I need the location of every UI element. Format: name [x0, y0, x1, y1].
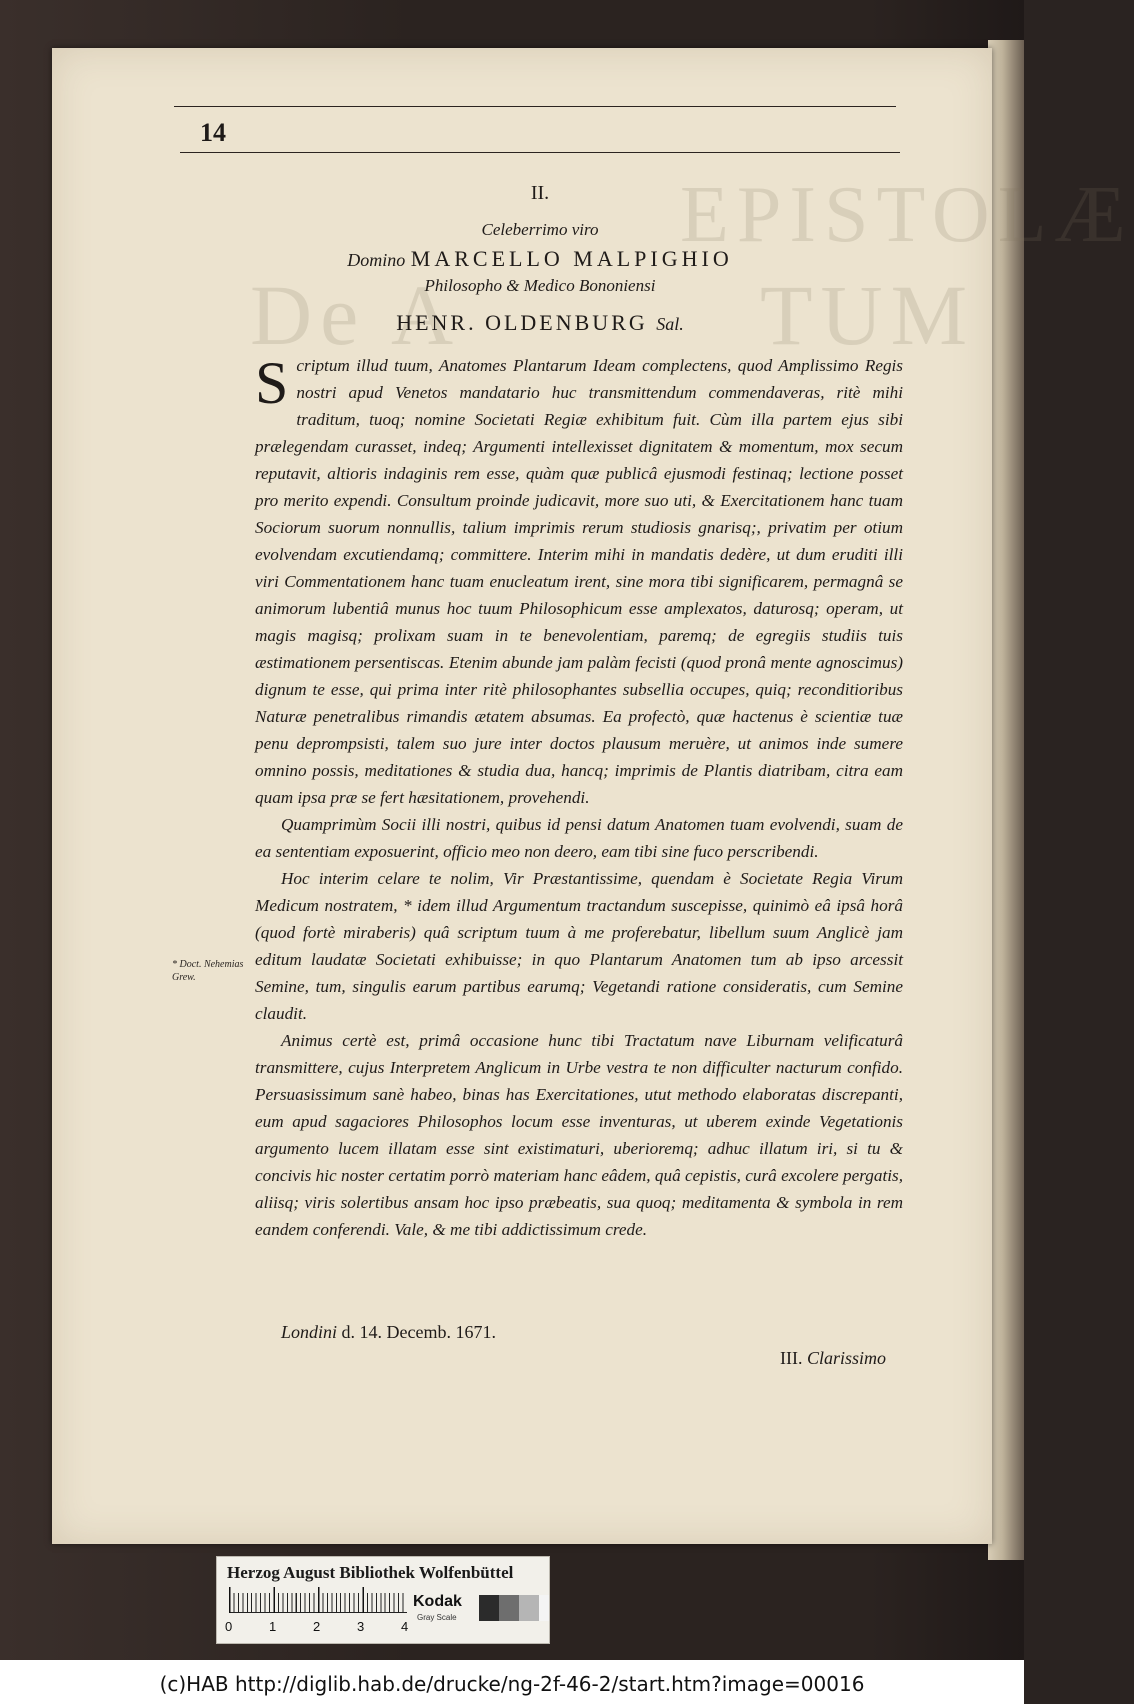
paragraph-2: Quamprimùm Socii illi nostri, quibus id pensi datum Anatomen tuam evolvendi, suam de ea sententiam exposuerint, officio meo non deero, eam tibi sine fuco perscribendi. — [255, 815, 903, 861]
sender-name: HENR. OLDENBURG — [396, 310, 648, 335]
kodak-logo: Kodak — [413, 1593, 462, 1610]
address-recipient — [180, 246, 900, 272]
sender-line — [180, 310, 900, 336]
copyright-footer: (c)HAB http://diglib.hab.de/drucke/ng-2f-46-2/start.htm?image=00016 — [159, 1672, 865, 1696]
salutation: Sal. — [656, 314, 684, 334]
show-through-text: De A — [250, 267, 462, 363]
dateline — [281, 1322, 496, 1343]
gray-swatch-light — [519, 1595, 539, 1621]
show-through-text: EPISTOLÆ — [680, 171, 1134, 259]
address-line-3: Philosopho & Medico Bononiensi — [424, 276, 656, 295]
paragraph-4: Animus certè est, primâ occasione hunc tibi Tractatum nave Liburnam velificaturâ transmittere, cujus Interpretem Anglicum in Urbe vestra te non difficulter nacturum confido. Persuasissimum sanè habeo, binas has Exercitationes, utut methodo elaboratas discrepanti, eum apud sagaciores Philosophos locum esse inventuras, ut uberem exinde Vegetationis argumento lucem illatam esse sint existimaturi, uberioremq; adhuc illatum iri, si tu & concivis hic noster certatim porrò materiam hanc eâdem, quâ cepistis, curâ excolere pergatis, aliisq; viris solertibus ansam hoc ipso præbeatis, sua quoq; meditamenta & symbola in rem eandem conferendi. Vale, & me tibi addictissimum crede. — [255, 1031, 903, 1239]
address-domino: Domino — [347, 250, 406, 270]
address-name: MARCELLO MALPIGHIO — [410, 246, 733, 271]
header-rule-bottom — [180, 152, 900, 153]
letter-number: II. — [530, 182, 550, 204]
catchword-text: Clarissimo — [806, 1348, 887, 1368]
drop-cap: S — [255, 350, 289, 416]
page-edge — [988, 40, 1024, 1560]
dateline-date: d. 14. Decemb. 1671. — [341, 1322, 496, 1342]
gray-swatch-dark — [499, 1595, 519, 1621]
gray-swatch-black — [479, 1595, 499, 1621]
address-line-1: Celeberrimo viro — [481, 220, 599, 239]
catchword — [780, 1348, 886, 1369]
color-calibration-bar — [216, 1556, 550, 1644]
ruler-tick-label: 1 — [269, 1619, 277, 1634]
show-through-text: TUM — [760, 267, 976, 363]
dateline-place: Londini — [281, 1322, 338, 1342]
header-rule-top — [174, 106, 896, 107]
page-number: 14 — [200, 118, 226, 147]
catchword-number: III. — [780, 1348, 803, 1368]
gray-swatch-white — [539, 1595, 549, 1621]
ruler-tick-label: 0 — [225, 1619, 233, 1634]
ruler-tick-label: 4 — [401, 1619, 409, 1634]
paragraph-3: Hoc interim celare te nolim, Vir Præstantissime, quendam è Societate Regia Virum Medicum nostratem, * idem illud Argumentum tractandum suscepisse, quinimò eâ ipsâ horâ (quod fortè miraberis) quâ scriptum tuum à me proferebatur, libellum suum Anglicè jam editum laudatæ Societati exhibuisse; in quo Plantarum Anatomen tum ab ipso arcessit Semine, tum, singulis earum partibus earumq; Vegetandi ratione consideratis, cum Semine claudit. — [255, 869, 903, 1023]
paragraph-1-text: criptum illud tuum, Anatomes Plantarum Ideam complectens, quod Amplissimo Regis nostri apud Venetos mandatario huc transmittendum commendaveras, ritè mihi traditum, tuoq; nomine Societati Regiæ exhibitum fuit. Cùm illa partem ejus sibi prælegendam curasset, indeq; Argumenti intellexisset dignitatem & momentum, mox secum reputavit, altioris indaginis rem esse, quàm quæ publicâ ejusmodi festinaq; lectione posset pro merito expendi. Consultum proinde judicavit, more suo uti, & Exercitationem hanc tuam Sociorum suorum nonnullis, talium imprimis rerum studiosis gnarisq;, privatim per otium evolvendam excutiendamq; committere. Interim mihi in mandatis dedère, ut dum eruditi illi viri Commentationem hanc tuam enucleatum irent, sine mora tibi significarem, permagnâ se animorum lubentiâ munus hoc tuum Philosophicum esse amplexatos, daturosq; operam, ut magis magisq; prolixam suam in te benevolentiam, paremq; de egregiis studiis tuis æstimationem persentiscas. Etenim abunde jam palàm fecisti (quod pronâ mente agnoscimus) dignum te esse, qui prima inter ritè philosophantes subsellia occupes, quiq; reconditioribus Naturæ penetralibus rimandis ætatem absumas. Ea profectò, quæ hactenus è scientiæ tuæ penu deprompsisti, talem suo jure inter doctos plausum meruère, ut animos inde sumere omnino possis, meditationes & studia dua, hancq; imprimis de Plantis diatribam, citra eam quam ipsa præ se fert hæsitationem, provehendi. — [255, 356, 903, 807]
gray-scale-label: Gray Scale — [417, 1613, 457, 1622]
letter-body — [255, 352, 903, 1243]
scale-ruler-major — [229, 1587, 407, 1613]
ruler-tick-label: 3 — [357, 1619, 365, 1634]
paragraph-1 — [255, 352, 903, 811]
margin-note: * Doct. Nehemias Grew. — [172, 959, 244, 983]
ruler-tick-label: 2 — [313, 1619, 321, 1634]
library-name: Herzog August Bibliothek Wolfenbüttel — [227, 1563, 514, 1582]
